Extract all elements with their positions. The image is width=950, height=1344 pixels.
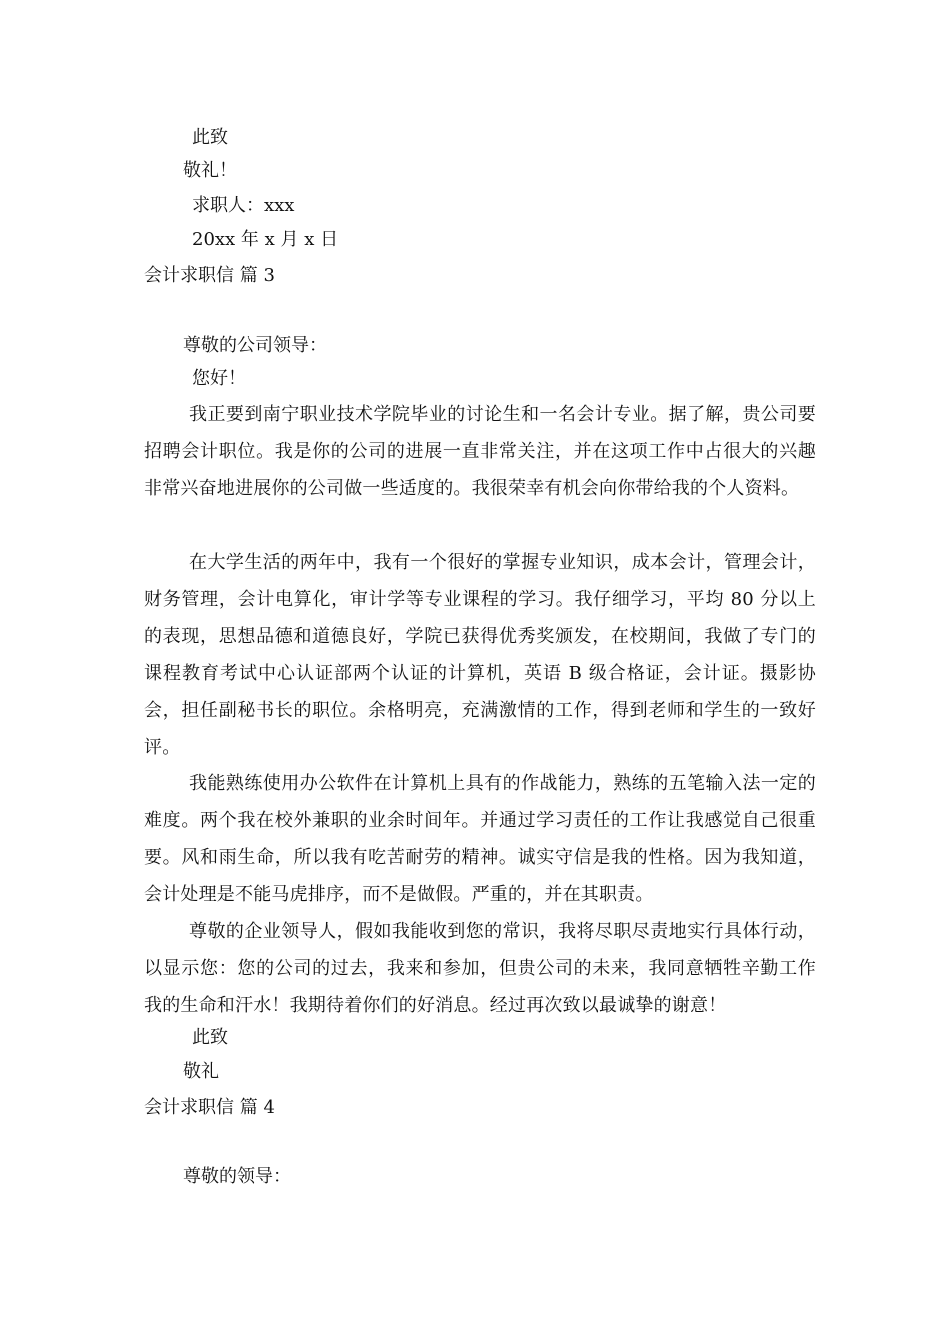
greeting-3: 您好！ <box>192 368 246 389</box>
body-paragraph-3: 我能熟练使用办公软件在计算机上具有的作战能力，熟练的五笔输入法一定的难度。两个我在校外兼职的业余时间年。并通过学习责任的工作让我感觉自己很重要。风和雨生命，所以我有吃苦耐劳的精神。诚实守信是我的性格。因为我知道，会计处理是不能马虎排序，而不是做假。严重的，并在其职责。 <box>144 773 816 905</box>
salutation-3: 尊敬的公司领导： <box>183 335 327 356</box>
salutation-4: 尊敬的领导： <box>183 1166 291 1187</box>
body-paragraph-1: 我正要到南宁职业技术学院毕业的讨论生和一名会计专业。据了解，贵公司要招聘会计职位。我是你的公司的进展一直非常关注，并在这项工作中占很大的兴趣非常兴奋地进展你的公司做一些适度的。我很荣幸有机会向你带给我的个人资料。 <box>144 404 816 499</box>
applicant-signature: 求职人：xxx <box>192 195 295 216</box>
letter-date: 20xx 年 x 月 x 日 <box>192 229 339 250</box>
section-heading-3: 会计求职信 篇 3 <box>144 265 275 286</box>
body-paragraph-2: 在大学生活的两年中，我有一个很好的掌握专业知识，成本会计，管理会计，财务管理，会计电算化，审计学等专业课程的学习。我仔细学习，平均 80 分以上的表现，思想品德和道德良好，学院已获得优秀奖颁发，在校期间，我做了专门的课程教育考试中心认证部两个认证的计算机，英语 B 级合格证，会计证。摄影协会，担任副秘书长的职位。余格明亮，充满激情的工作，得到老师和学生的一致好评。 <box>144 552 816 758</box>
closing-jingli-3: 敬礼 <box>183 1061 219 1082</box>
closing-cizhi: 此致 <box>192 127 228 148</box>
body-paragraph-4: 尊敬的企业领导人，假如我能收到您的常识，我将尽职尽责地实行具体行动，以显示您：您的公司的过去，我来和参加，但贵公司的未来，我同意牺牲辛勤工作我的生命和汗水！我期待着你们的好消息。经过再次致以最诚挚的谢意！ <box>144 921 816 1016</box>
section-heading-4: 会计求职信 篇 4 <box>144 1097 275 1118</box>
closing-cizhi-3: 此致 <box>192 1027 228 1048</box>
closing-jingli: 敬礼！ <box>183 160 237 181</box>
